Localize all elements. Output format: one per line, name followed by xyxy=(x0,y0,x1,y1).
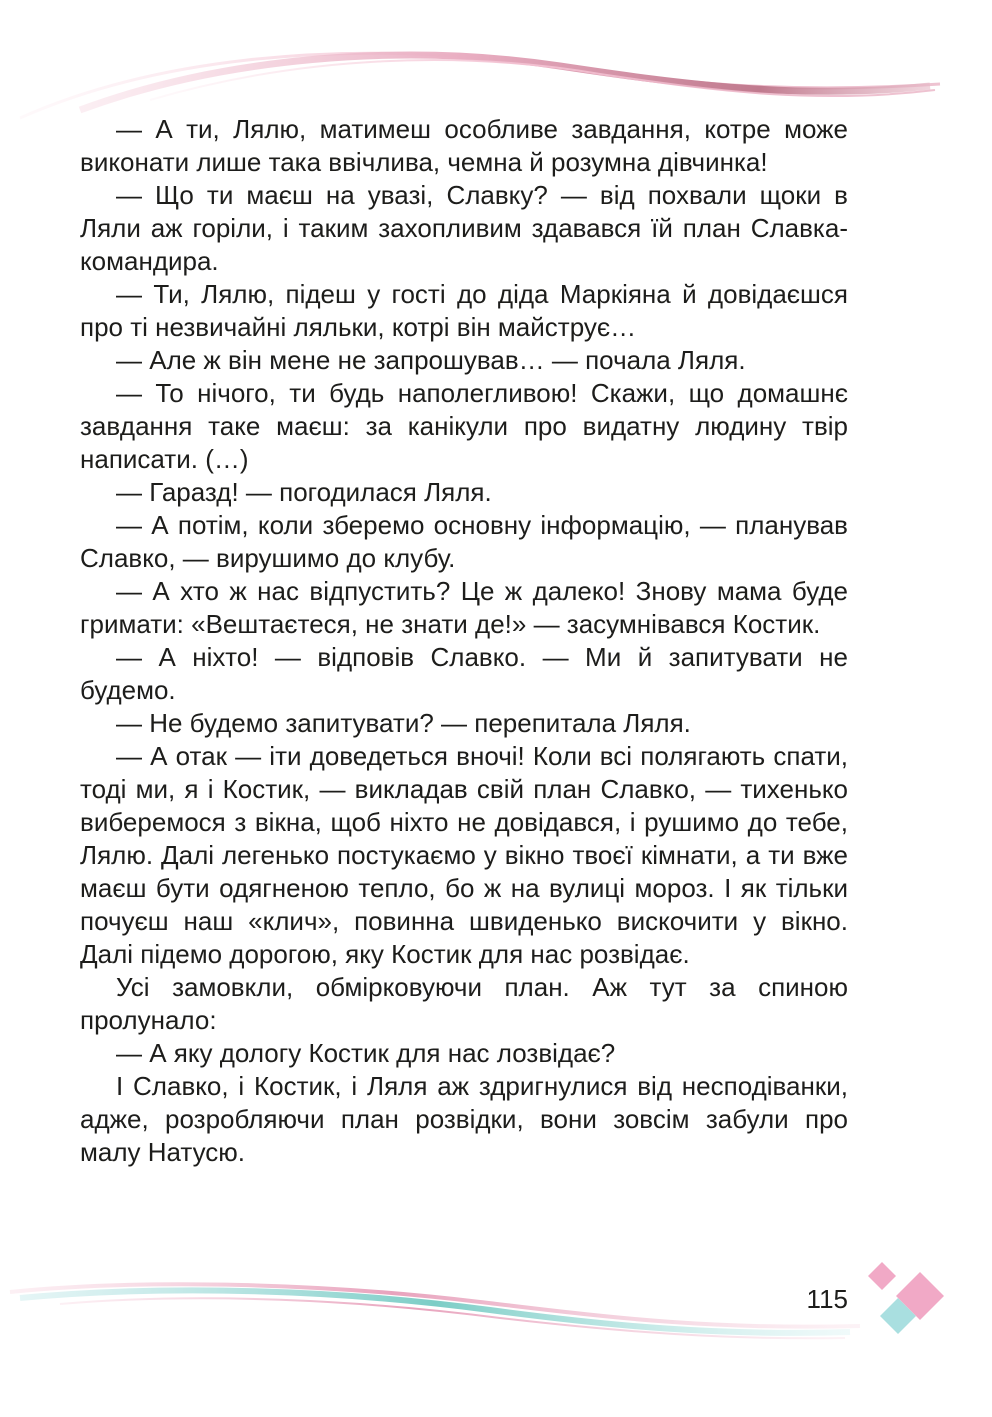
paragraph: — Але ж він мене не запрошував… — почала Ляля. xyxy=(116,345,746,375)
paragraph: — Що ти маєш на увазі, Славку? — від похвали щоки в Ляли аж горіли, і таким захопливим здавався їй план Славка-командира. xyxy=(80,180,848,276)
paragraph: — Не будемо запитувати? — перепитала Ляля. xyxy=(116,708,691,738)
page-number: 115 xyxy=(806,1284,848,1314)
paragraph: — А отак — іти доведеться вночі! Коли всі полягають спати, тоді ми, я і Костик, — викладав свій план Славко, — тихенько виберемося з вікна, щоб ніхто не довідався, і рушимо до тебе, Лялю. Далі легенько постукаємо у вікно твоєї кімнати, а ти вже маєш бути одягненою тепло, бо ж на вулиці мороз. І як тільки почуєш наш «клич», повинна швиденько вискочити у вікно. Далі підемо дорогою, яку Костик для нас розвідає. xyxy=(80,741,848,969)
paragraph: — Ти, Лялю, підеш у гості до діда Маркіяна й довідаєшся про ті незвичайні ляльки, котрі він майструє… xyxy=(80,279,848,342)
story-text xyxy=(80,113,848,1169)
paragraph: Усі замовкли, обмірковуючи план. Аж тут за спиною пролунало: xyxy=(80,972,848,1035)
paragraph: — А потім, коли зберемо основну інформацію, — планував Славко, — вирушимо до клубу. xyxy=(80,510,848,573)
paragraph: — То нічого, ти будь наполегливою! Скажи, що домашнє завдання таке маєш: за канікули про видатну людину твір написати. (…) xyxy=(80,378,848,474)
paragraph: — А ти, Лялю, матимеш особливе завдання, котре може виконати лише така ввічлива, чемна й розумна дівчинка! xyxy=(80,114,848,177)
paragraph: — Гаразд! — погодилася Ляля. xyxy=(116,477,492,507)
diamond-decoration-icon xyxy=(862,1262,952,1342)
paragraph: — А хто ж нас відпустить? Це ж далеко! Знову мама буде гримати: «Вештаєтеся, не знати де!» — засумнівався Костик. xyxy=(80,576,848,639)
top-wave-decoration xyxy=(0,0,992,130)
paragraph: — А ніхто! — відповів Славко. — Ми й запитувати не будемо. xyxy=(80,642,848,705)
paragraph: — А яку дологу Костик для нас лозвідає? xyxy=(116,1038,616,1068)
paragraph: І Славко, і Костик, і Ляля аж здригнулися від несподіванки, адже, розробляючи план розвідки, вони зовсім забули про малу Натусю. xyxy=(80,1071,848,1167)
